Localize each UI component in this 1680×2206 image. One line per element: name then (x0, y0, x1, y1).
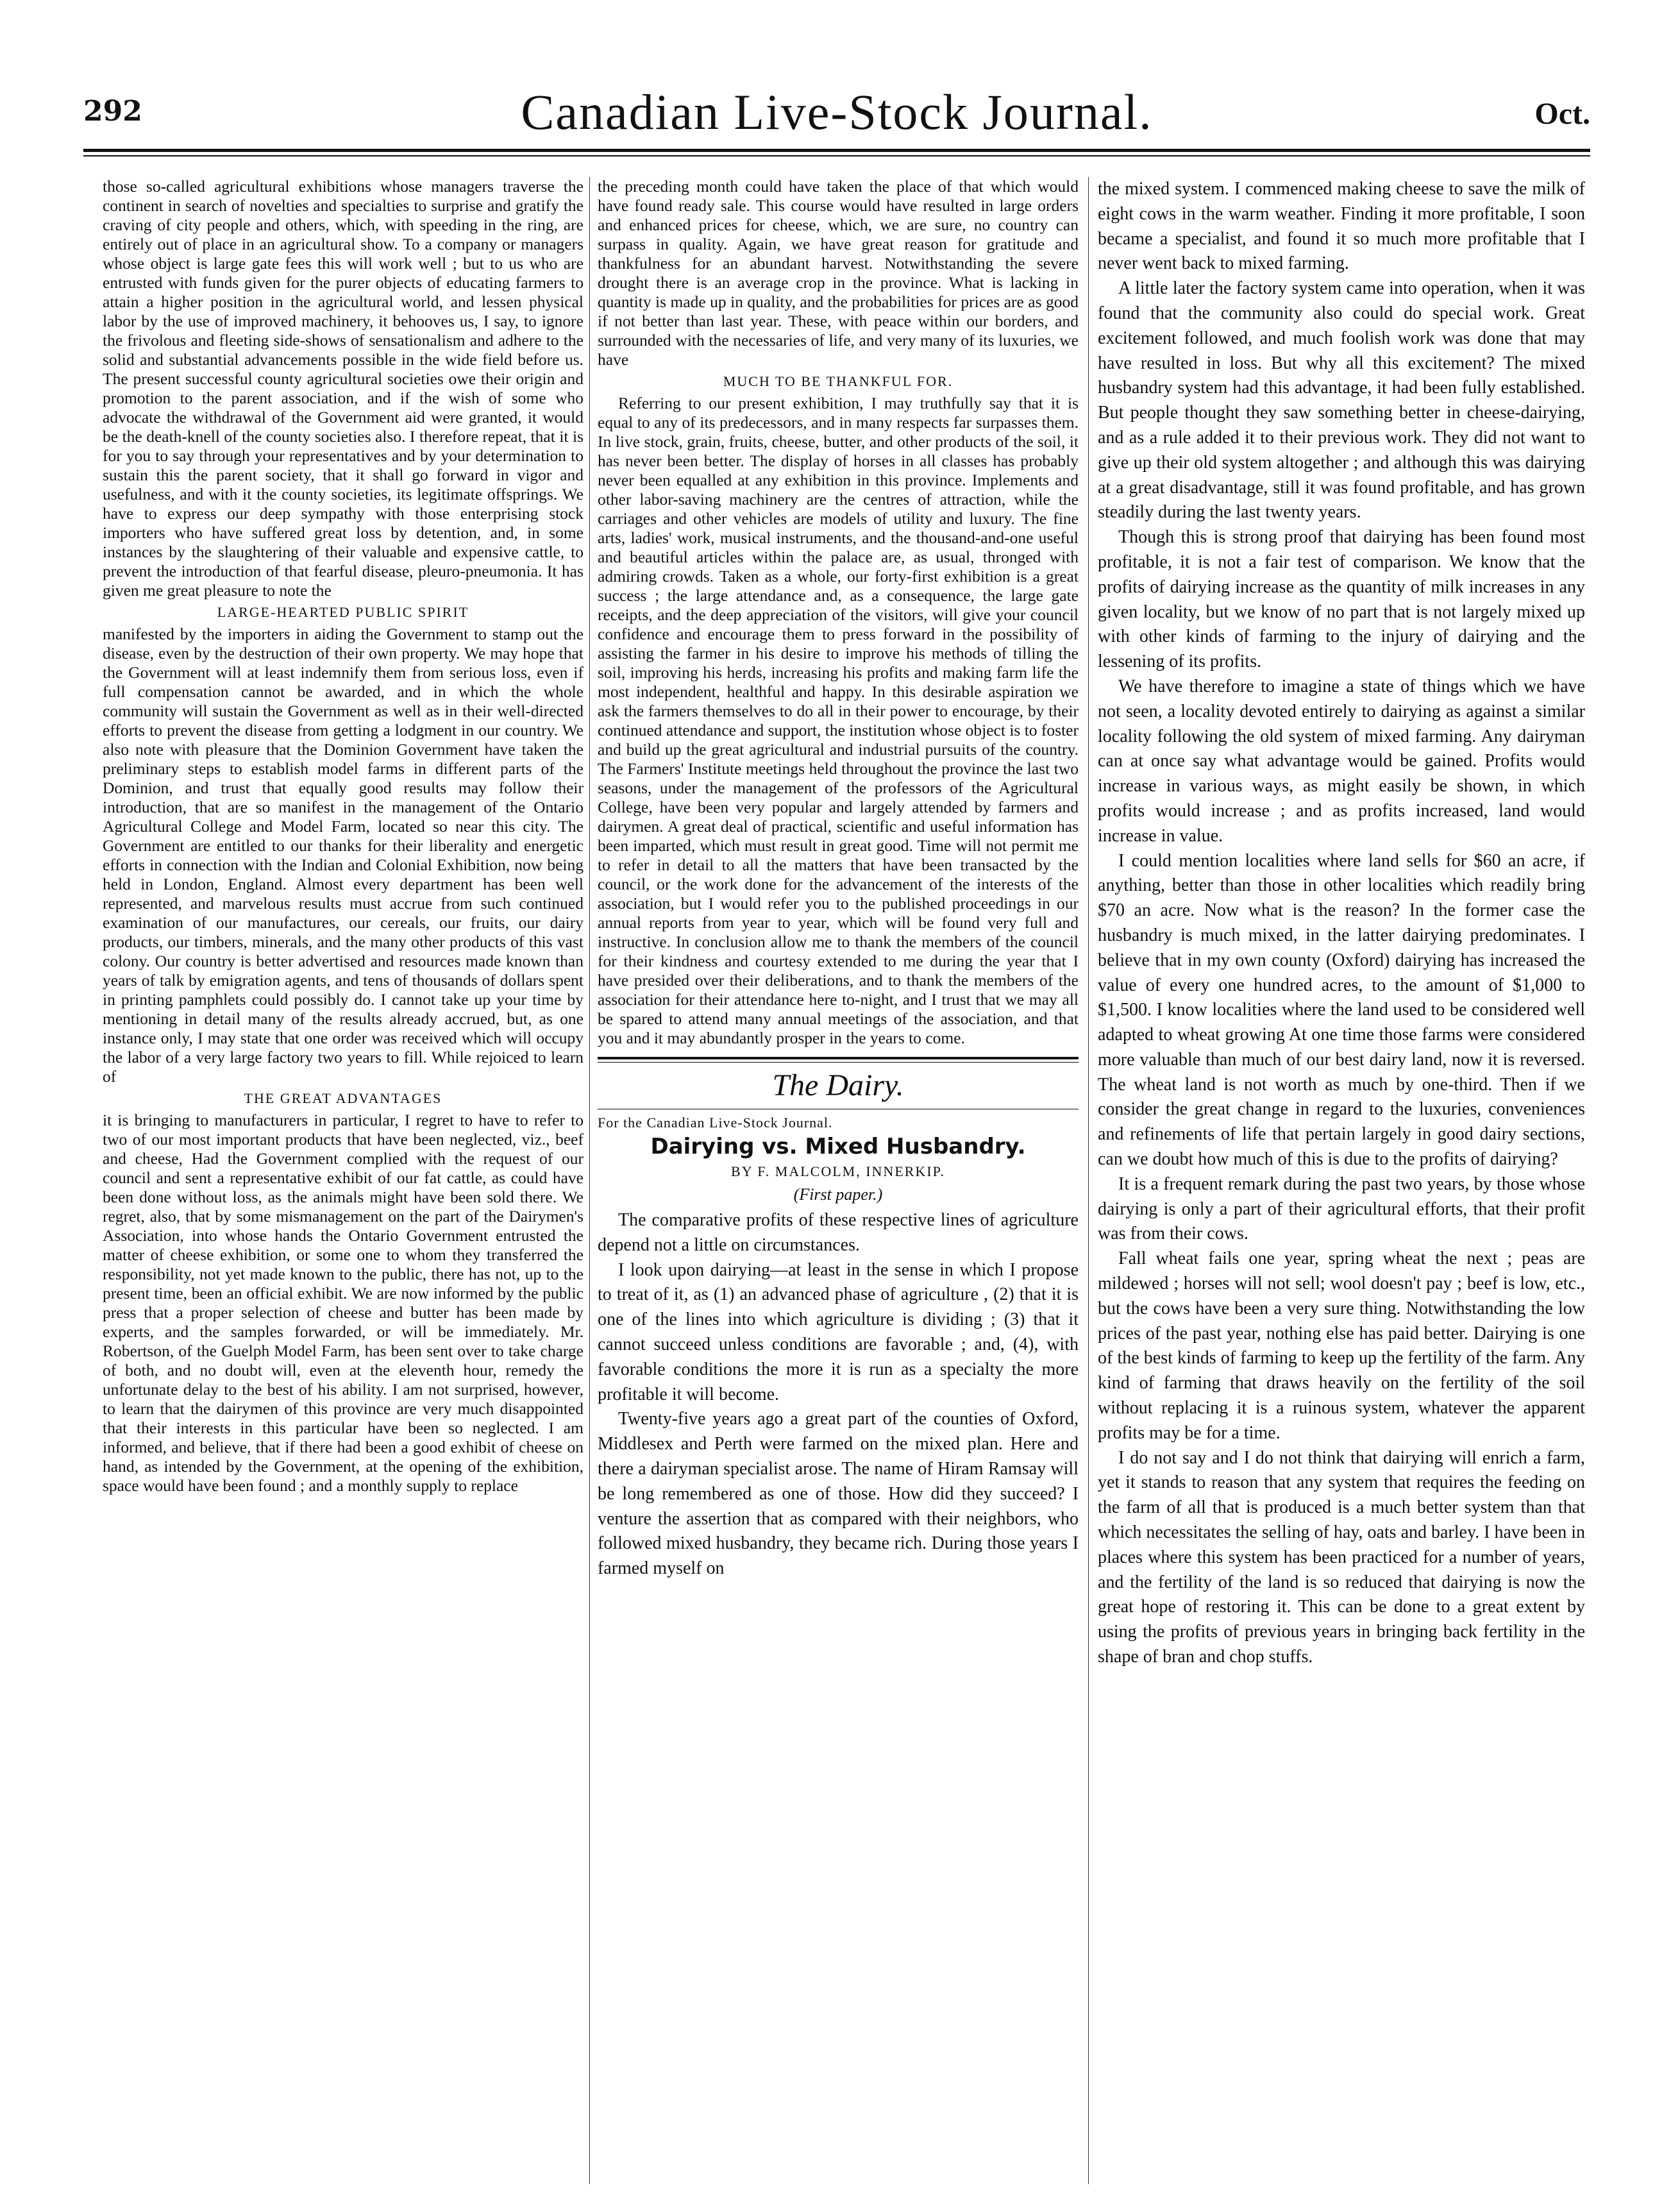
subheading: THE GREAT ADVANTAGES (244, 1090, 442, 1106)
paragraph: the mixed system. I commenced making cheese to save the milk of eight cows in the warm weather. Finding it more profitable, I soon became a specialist, and found it so much more profitable that I never went back to mixed farming. (1098, 179, 1585, 274)
header-rule (83, 149, 1590, 152)
dairy-section (598, 1057, 1079, 1581)
paragraph: I look upon dairying—at least in the sense in which I propose to treat of it, as (1) an advanced phase of agriculture , (2) that it is one of the lines into which agriculture is dividing ; (3) that it cannot succeed unless conditions are favorable ; and, (4), with favorable conditions the more it is run as a specialty the more profitable it will become. (598, 1259, 1079, 1404)
paragraph: A little later the factory system came into operation, when it was found that the community also could do special work. Great excitement followed, and much foolish work was done that may have resulted in loss. But why all this excitement? The mixed husbandry system had this advantage, it had been fully established. But people thought they saw something better in cheese-dairying, and as a rule added it to their previous work. They did not want to give up their old system altogether ; and although this was dairying at a great disadvantage, still it was found profitable, and has grown steadily during the last twenty years. (1098, 278, 1585, 523)
paragraph: Though this is strong proof that dairying has been found most profitable, it is not a fair test of comparison. We know that the profits of dairying increase as the quantity of milk increases in any given locality, but we know of no part that is not largely mixed up with other kinds of farming to the injury of dairying and the lessening of its profits. (1098, 527, 1585, 672)
issue-month: Oct. (1534, 97, 1590, 131)
column-divider (589, 177, 590, 2184)
article-byline: BY F. MALCOLM, INNERKIP. (731, 1163, 945, 1179)
column-2 (598, 177, 1079, 1581)
article-title: Dairying vs. Mixed Husbandry. (650, 1134, 1026, 1159)
paragraph: the preceding month could have taken the place of that which would have found ready sale. This course would have resulted in large orders and enhanced prices for cheese, which, we are sure, no country can surpass in quality. Again, we have great reason for gratitude and thankfulness for an abundant harvest. Notwithstanding the severe drought there is an average crop in the province. What is lacking in quantity is made up in quality, and the probabilities for prices are as good if not better than last year. These, with peace within our borders, and surrounded with the necessaries of life, and very many of its luxuries, we have (598, 177, 1079, 369)
journal-title: Canadian Live-Stock Journal. (521, 84, 1153, 140)
column-1 (103, 177, 584, 1495)
paragraph: manifested by the importers in aiding the Government to stamp out the disease, even by the destruction of their own property. We may hope that the Government will at least indemnify them from serious loss, even if full compensation cannot be awarded, and in which the whole community will sustain the Government as well as in their well-directed efforts to prevent the disease from getting a lodgment in our country. We also note with pleasure that the Dominion Government have taken the preliminary steps to establish model farms in different parts of the Dominion, and trust that equally good results may follow their introduction, that are so manifest in the management of the Ontario Agricultural College and Model Farm, located so near this city. The Government are entitled to our thanks for their liberality and energetic efforts in connection with the Indian and Colonial Exhibition, now being held in London, England. Almost every department has been well represented, and marvelous results must accrue from such continued examination of our manufactures, our cereals, our fruits, our dairy products, our timbers, minerals, and the many other products of this vast colony. Our country is better advertised and resources made known than years of talk by emigration agents, and tens of thousands of dollars spent in printing pamphlets could possibly do. I cannot take up your time by mentioning in detail many of the results already accrued, but, as one instance only, I may state that one order was received which will occupy the labor of a very large factory two years to fill. While rejoiced to learn of (103, 625, 584, 1086)
subheading: MUCH TO BE THANKFUL FOR. (723, 373, 953, 389)
paragraph: I could mention localities where land sells for $60 an acre, if anything, better than those in other localities which readily bring $70 an acre. Now what is the reason? In the former case the husbandry is much mixed, in the latter dairying predominates. I believe that in my own county (Oxford) dairying has increased the value of every one hundred acres, to the amount of $1,000 to $1,500. I know localities where the land used to be considered well adapted to wheat growing At one time those farms were considered more valuable than much of our best dairy land, now it is reversed. The wheat land is not worth as much by one-third. Then if we consider the great change in regard to the luxuries, conveniences and refinements of life that pertain largely in good dairy sections, can we doubt how much of this is due to the profits of dairying? (1098, 850, 1585, 1170)
paragraph: The comparative profits of these respective lines of agriculture depend not a little on circumstances. (598, 1210, 1079, 1255)
section-rule-thin (598, 1062, 1079, 1063)
paragraph: it is bringing to manufacturers in particular, I regret to have to refer to two of our most important products that have been neglected, viz., beef and cheese, Had the Government complied with the request of our council and sent a representative exhibit of our fat cattle, as could have been done without loss, as the animals might have been sold there. We regret, also, that by some mismanagement on the part of the Dairymen's Association, into whose hands the Ontario Government entrusted the matter of cheese exhibition, or some one to whom they transferred the responsibility, not yet made known to the public, there has not, up to the present time, been an official exhibit. We are now informed by the public press that a proper selection of cheese and butter has been made by experts, and the samples forwarded, or will be immediately. Mr. Robertson, of the Guelph Model Farm, has been sent over to take charge of both, and no doubt will, even at the eleventh hour, remedy the unfortunate delay to the best of his ability. I am not surprised, however, to learn that the dairymen of this province are very much disappointed that their interests in this particular have been so neglected. I am informed, and believe, that if there had been a good exhibit of cheese on hand, as intended by the Government, at the opening of the exhibition, space would have been found ; and a monthly supply to replace (103, 1111, 584, 1495)
section-rule (598, 1057, 1079, 1059)
page-header (83, 83, 1590, 141)
page-number: 292 (83, 95, 142, 128)
article-part: (First paper.) (793, 1185, 883, 1204)
paragraph: Twenty-five years ago a great part of the counties of Oxford, Middlesex and Perth were farmed on the mixed plan. Here and there a dairyman specialist arose. The name of Hiram Ramsay will be long remembered as one of those. How did they succeed? I venture the assertion that as compared with their neighbors, who followed mixed husbandry, they became rich. During those years I farmed myself on (598, 1409, 1079, 1579)
paragraph: those so-called agricultural exhibitions whose managers traverse the continent in search of novelties and specialties to surprise and gratify the craving of city people and others, which, with speeding in the ring, are entirely out of place in an agricultural show. To a company or managers whose object is large gate fees this will work well ; but to us who are entrusted with funds given for the purer objects of educating farmers to attain a higher position in the agricultural world, and lessen physical labor by the use of improved machinery, it behooves us, I say, to ignore the frivolous and fleeting side-shows of sensationalism and adhere to the solid and substantial advancements possible in the wide field before us. The present successful county agricultural societies owe their origin and promotion to the parent association, and if the wish of some who advocate the withdrawal of the Government aid were granted, it would be the death-knell of the county societies also. I therefore repeat, that it is for you to say through your representatives and by your determination to sustain this the parent society, that it shall go forward in vigor and usefulness, and with it the county societies, its legitimate offsprings. We have to express our deep sympathy with those enterprising stock importers who have suffered great loss by detention, and, in some instances by the slaughtering of their valuable and expensive cattle, to prevent the introduction of that fearful disease, pleuro-pneumonia. It has given me great pleasure to note the (103, 177, 584, 600)
column-divider (1088, 177, 1089, 2184)
paragraph: I do not say and I do not think that dairying will enrich a farm, yet it stands to reason that any system that requires the feeding on the farm of all that is produced is a much better system than that which necessitates the selling of hay, oats and barley. I have been in places where this system has been practiced for a number of years, and the fertility of the land is so reduced that dairying is now the great hope of restoring it. This can be done to a great extent by using the profits of previous years in bringing back fertility in the shape of bran and chop stuffs. (1098, 1447, 1585, 1667)
section-title: The Dairy. (772, 1068, 904, 1102)
header-rule-thin (83, 155, 1590, 156)
paragraph: Fall wheat fails one year, spring wheat the next ; peas are mildewed ; horses will not sell; wool doesn't pay ; beef is low, etc., but the cows have been a very sure thing. Notwithstanding the low prices of the past year, nothing else has paid better. Dairying is one of the best kinds of farming to keep up the fertility of the farm. Any kind of farming that draws heavily on the fertility of the soil without replacing it is a ruinous system, whatever the apparent profits may be for a time. (1098, 1249, 1585, 1443)
article-source: For the Canadian Live-Stock Journal. (598, 1115, 833, 1131)
paragraph: It is a frequent remark during the past two years, by those whose dairying is only a part of their agricultural efforts, that their profit was from their cows. (1098, 1174, 1585, 1244)
column-3 (1098, 177, 1585, 1670)
article-body (598, 1208, 1079, 1581)
paragraph: We have therefore to imagine a state of things which we have not seen, a locality devoted entirely to dairying as against a similar locality following the old system of mixed farming. Any dairyman can at once say what advantage would be gained. Profits would increase in various ways, as might easily be shown, in which profits would increase ; and as profits increased, land would increase in value. (1098, 676, 1585, 846)
paragraph: Referring to our present exhibition, I may truthfully say that it is equal to any of its predecessors, and in many respects far surpasses them. In live stock, grain, fruits, cheese, butter, and other products of the soil, it has never been better. The display of horses in all classes has probably never been equalled at any exhibition in this province. Implements and other labor-saving machinery are the centres of attraction, while the carriages and other vehicles are models of utility and luxury. The fine arts, ladies' work, musical instruments, and the thousand-and-one useful and beautiful articles within the palace are, as usual, thronged with admiring crowds. Taken as a whole, our forty-first exhibition is a great success ; the large attendance and, as a consequence, the large gate receipts, and the deep appreciation of the visitors, will give your council confidence and encourage them to press forward in the possibility of assisting the farmer in his desire to improve his methods of tilling the soil, improving his herds, increasing his profits and making farm life the most independent, healthful and happy. In this desirable aspiration we ask the farmers themselves to do all in their power to encourage, by their continued attendance and support, the institution whose object is to foster and build up the great agricultural and industrial pursuits of the country. The Farmers' Institute meetings held throughout the province the last two seasons, under the management of the professors of the Agricultural College, have been very popular and largely attended by farmers and dairymen. A great deal of practical, scientific and useful information has been imparted, which must result in great good. Time will not permit me to refer in detail to all the matters that have been transacted by the council, or the work done for the advancement of the interests of the association, but I would refer you to the published proceedings in our annual reports from year to year, which will be found very full and instructive. In conclusion allow me to thank the members of the council for their kindness and courtesy extended to me during the year that I have presided over their deliberations, and to thank the members of the association for their attendance here to-night, and I trust that we may all be spared to attend many annual meetings of the association, and that you and it may abundantly prosper in the years to come. (598, 394, 1079, 1047)
subheading: LARGE-HEARTED PUBLIC SPIRIT (217, 604, 469, 620)
